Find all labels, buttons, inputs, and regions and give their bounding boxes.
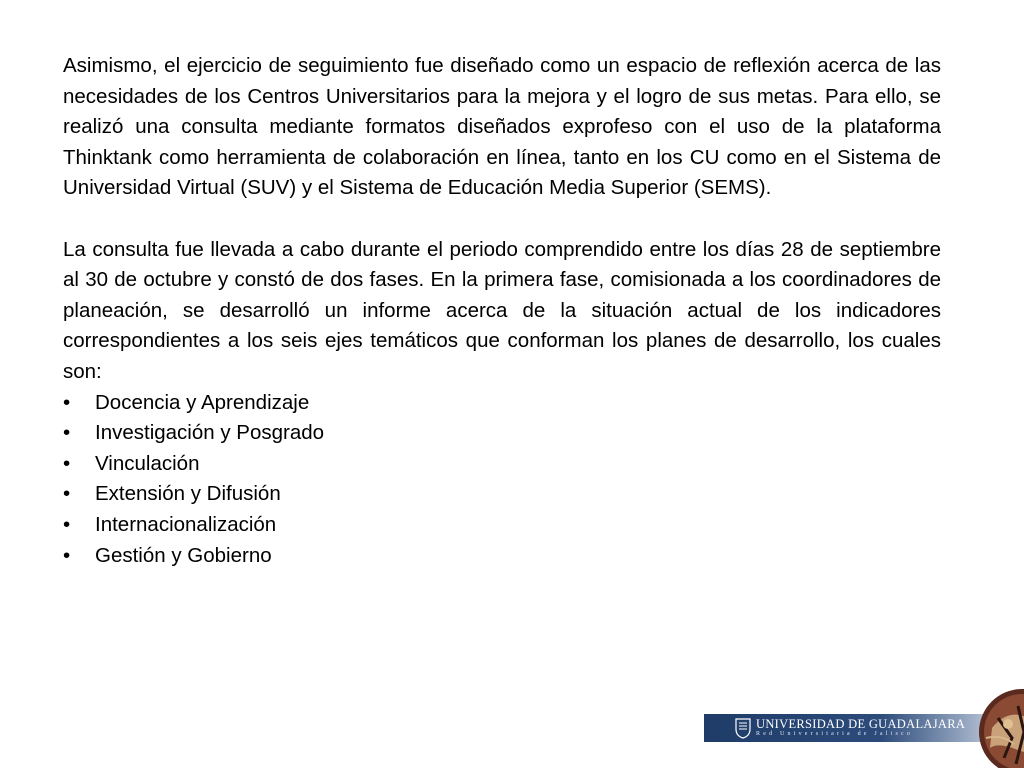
- bullet-icon: •: [63, 543, 71, 567]
- list-item: [63, 418, 941, 449]
- list-item: [63, 510, 941, 541]
- paragraph-intro: Asimismo, el ejercicio de seguimiento fue diseñado como un espacio de reflexión acerca de las necesidades de los Centros Universitarios para la mejora y el logro de sus metas. Para ello, se realizó una consulta mediante formatos diseñados exprofeso con el uso de la plataforma Thinktank como herramienta de colaboración en línea, tanto en los CU como en el Sistema de Universidad Virtual (SUV) y el Sistema de Educación Media Superior (SEMS).: [63, 54, 941, 200]
- bullet-icon: •: [63, 421, 71, 445]
- ejes-list: [63, 388, 941, 572]
- paragraph-consulta: La consulta fue llevada a cabo durante el periodo comprendido entre los días 28 de septiembre al 30 de octubre y constó de dos fases. En la primera fase, comisionada a los coordinadores de planeación, se desarrolló un informe acerca de la situación actual de los indicadores correspondientes a los seis ejes temáticos que conforman los planes de desarrollo, los cuales son:: [63, 237, 941, 383]
- bullet-icon: •: [63, 390, 71, 414]
- university-logo: [704, 714, 1024, 742]
- paragraph-gap: [63, 204, 941, 235]
- list-item-label: Extensión y Difusión: [95, 482, 281, 506]
- bullet-icon: •: [63, 451, 71, 475]
- list-item-label: Gestión y Gobierno: [95, 543, 272, 567]
- slide-body: [63, 51, 941, 571]
- list-item: [63, 541, 941, 572]
- list-item: [63, 449, 941, 480]
- bullet-icon: •: [63, 482, 71, 506]
- list-item-label: Investigación y Posgrado: [95, 421, 325, 445]
- list-item-label: Internacionalización: [95, 512, 277, 536]
- university-crest-icon: [734, 717, 752, 739]
- mural-emblem-icon: [978, 688, 1024, 768]
- logo-title: UNIVERSIDAD DE GUADALAJARA: [756, 717, 966, 731]
- bullet-icon: •: [63, 512, 71, 536]
- list-item: [63, 388, 941, 419]
- list-item: [63, 479, 941, 510]
- logo-subtitle: Red Universitaria de Jalisco: [756, 731, 914, 737]
- list-item-label: Vinculación: [95, 451, 200, 475]
- list-item-label: Docencia y Aprendizaje: [95, 390, 310, 414]
